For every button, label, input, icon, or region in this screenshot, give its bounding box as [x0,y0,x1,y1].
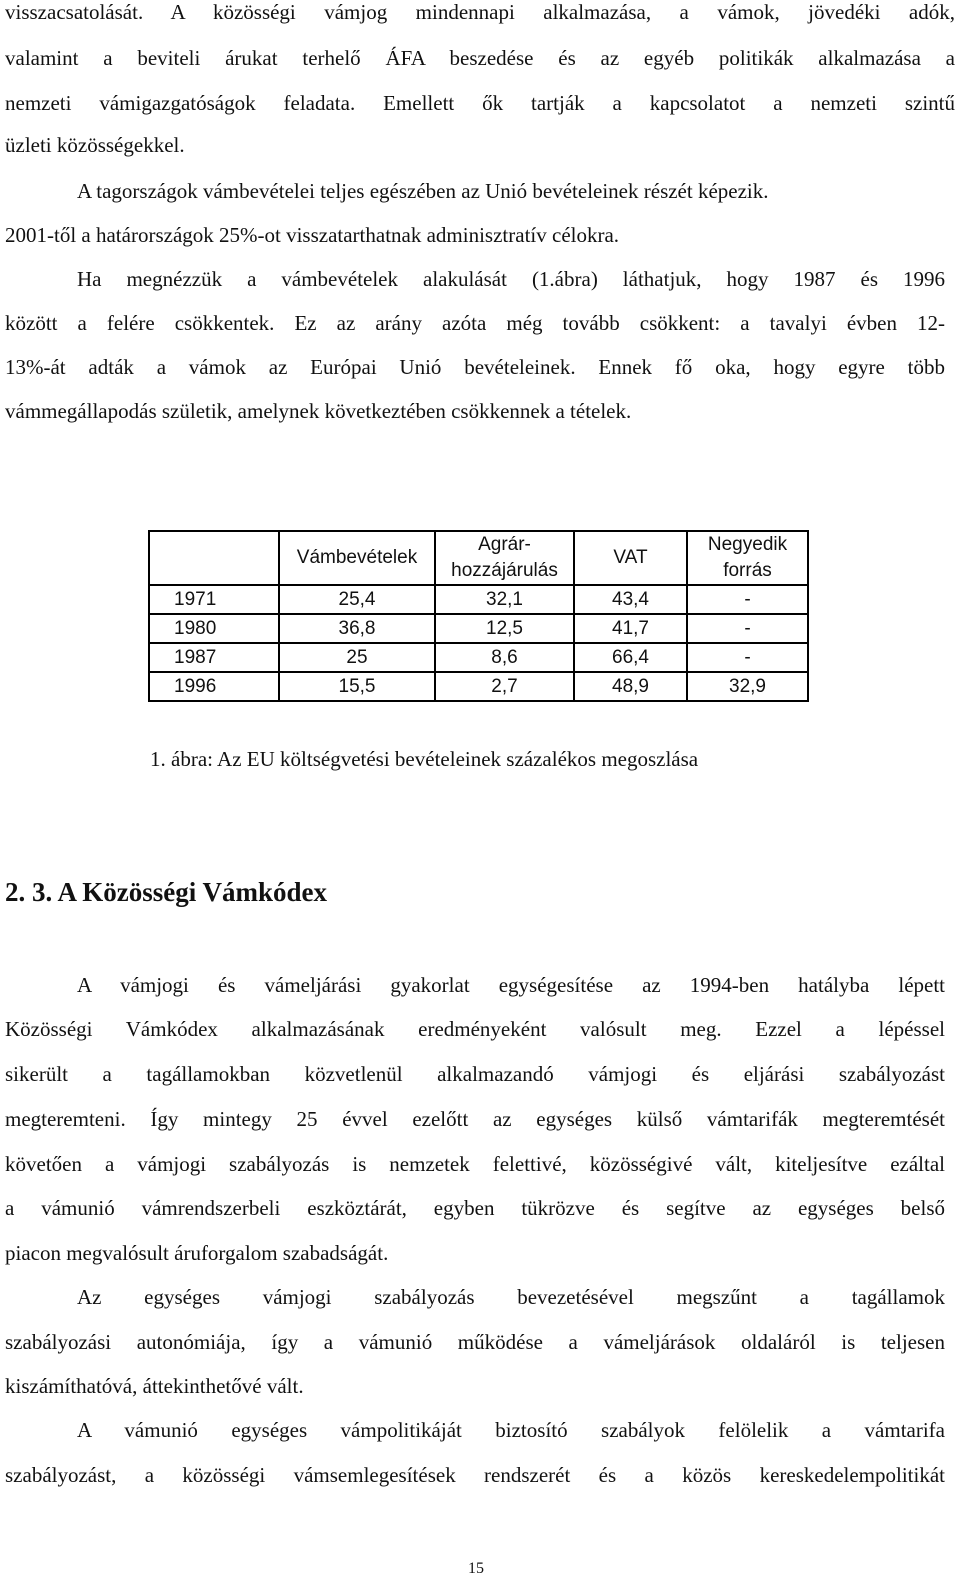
table-cell: - [687,585,808,614]
table-cell: 32,1 [435,585,574,614]
section-heading: 2. 3. A Közösségi Vámkódex [5,877,328,907]
table-cell: - [687,614,808,643]
table-cell: 1971 [149,585,279,614]
table-header-cell: Vámbevételek [279,531,435,585]
table-cell: 25 [279,643,435,672]
revenue-table [148,530,809,702]
text-line: A tagországok vámbevételei teljes egészében az Unió bevételeinek részét képezik. [77,179,769,203]
table-cell: 12,5 [435,614,574,643]
text-line: üzleti közösségekkel. [5,133,185,157]
text-line: visszacsatolását. A közösségi vámjog mindennapi alkalmazása, a vámok, jövedéki adók, [5,0,955,24]
table-row [149,643,808,672]
table-cell: 32,9 [687,672,808,701]
table-cell: 1996 [149,672,279,701]
text-line: megteremteni. Így mintegy 25 évvel ezelőtt az egységes külső vámtarifák megteremtését [5,1107,945,1131]
table-cell: 1980 [149,614,279,643]
table-cell: 66,4 [574,643,687,672]
text-line: a vámunió vámrendszerbeli eszköztárát, egyben tükrözve és segítve az egységes belső [5,1196,945,1220]
table-cell: 25,4 [279,585,435,614]
table-cell: 15,5 [279,672,435,701]
text-line: A vámunió egységes vámpolitikáját biztosító szabályok felölelik a vámtarifa [77,1418,945,1442]
text-line: 2001-től a határországok 25%-ot visszatarthatnak adminisztratív célokra. [5,223,620,247]
text-line: nemzeti vámigazgatóságok feladata. Emellett ők tartják a kapcsolatot a nemzeti szintű [5,91,955,115]
table-header-cell: Negyedik forrás [687,531,808,585]
table-header-row [149,531,808,585]
text-line: vámmegállapodás születik, amelynek következtében csökkennek a tételek. [5,399,632,423]
text-line: Ha megnézzük a vámbevételek alakulását (1.ábra) láthatjuk, hogy 1987 és 1996 [77,267,945,291]
page-number: 15 [468,1560,484,1577]
table-header-cell: Agrár- hozzájárulás [435,531,574,585]
text-line: szabályozást, a közösségi vámsemlegesítések rendszerét és a közös kereskedelempolitikát [5,1463,945,1487]
text-line: követően a vámjogi szabályozás is nemzetek felettivé, közösségivé vált, kiteljesítve ezáltal [5,1152,945,1176]
table-row [149,585,808,614]
table-cell: 2,7 [435,672,574,701]
table-cell: 43,4 [574,585,687,614]
text-line: sikerült a tagállamokban közvetlenül alkalmazandó vámjogi és eljárási szabályozást [5,1062,945,1086]
figure-caption: 1. ábra: Az EU költségvetési bevételeinek százalékos megoszlása [150,747,699,771]
table-cell: 8,6 [435,643,574,672]
text-line: 13%-át adták a vámok az Európai Unió bevételeinek. Ennek fő oka, hogy egyre több [5,355,945,379]
text-line: szabályozási autonómiája, így a vámunió működése a vámeljárások oldaláról is teljesen [5,1330,945,1354]
text-line: Az egységes vámjogi szabályozás bevezetésével megszűnt a tagállamok [77,1285,945,1309]
text-line: valamint a beviteli árukat terhelő ÁFA beszedése és az egyéb politikák alkalmazása a [5,46,955,70]
table-cell: - [687,643,808,672]
text-line: A vámjogi és vámeljárási gyakorlat egységesítése az 1994-ben hatályba lépett [77,973,945,997]
table-row [149,614,808,643]
table-cell: 36,8 [279,614,435,643]
text-line: Közösségi Vámkódex alkalmazásának eredményeként valósult meg. Ezzel a lépéssel [5,1017,945,1041]
table-header-cell: VAT [574,531,687,585]
text-line: között a felére csökkentek. Ez az arány azóta még tovább csökkent: a tavalyi évben 12- [5,311,945,335]
table-cell: 48,9 [574,672,687,701]
table-cell: 1987 [149,643,279,672]
table-cell: 41,7 [574,614,687,643]
text-line: kiszámíthatóvá, áttekinthetővé vált. [5,1374,304,1398]
text-line: piacon megvalósult áruforgalom szabadságát. [5,1241,389,1265]
table-row [149,672,808,701]
table-header-cell [149,531,279,585]
